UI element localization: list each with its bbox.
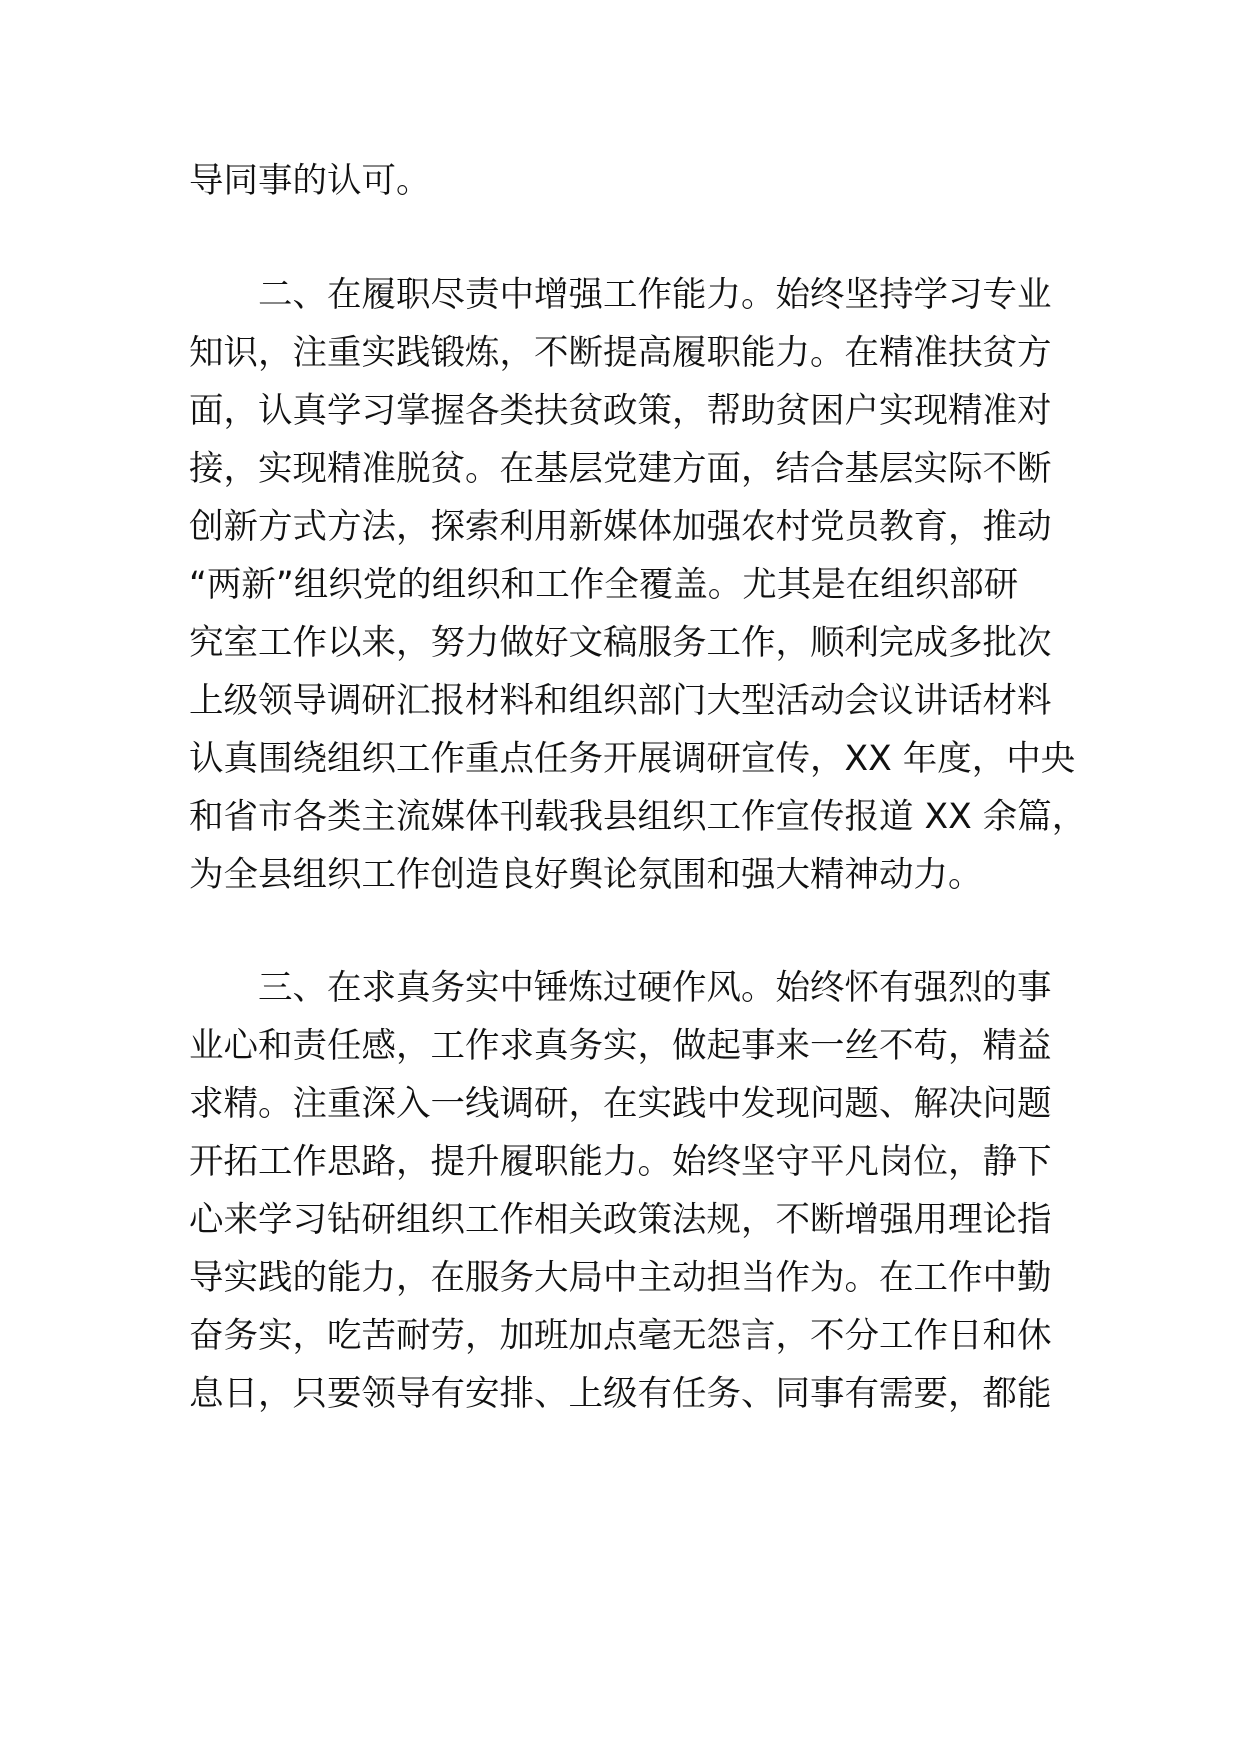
paragraph-2-line-11: 为全县组织工作创造良好舆论氛围和强大精神动力。: [189, 855, 983, 895]
paragraph-2-line-5: 创新方式方法，探索利用新媒体加强农村党员教育，推动: [189, 507, 1052, 547]
paragraph-2-line-6: “两新”组织党的组织和工作全覆盖。尤其是在组织部研: [189, 565, 1019, 605]
paragraph-3-line-3: 求精。注重深入一线调研，在实践中发现问题、解决问题: [189, 1084, 1052, 1124]
paragraph-2-line-3: 面，认真学习掌握各类扶贫政策，帮助贫困户实现精准对: [189, 391, 1052, 431]
paragraph-3-line-2: 业心和责任感，工作求真务实，做起事来一丝不苟，精益: [189, 1026, 1052, 1066]
paragraph-3-line-5: 心来学习钻研组织工作相关政策法规，不断增强用理论指: [189, 1200, 1052, 1240]
paragraph-2-line-7: 究室工作以来，努力做好文稿服务工作，顺利完成多批次: [189, 623, 1052, 663]
paragraph-3-line-4: 开拓工作思路，提升履职能力。始终坚守平凡岗位，静下: [189, 1142, 1052, 1182]
paragraph-2-line-9: 认真围绕组织工作重点任务开展调研宣传，XX 年度，中央: [189, 739, 1076, 779]
paragraph-3-line-6: 导实践的能力，在服务大局中主动担当作为。在工作中勤: [189, 1258, 1052, 1298]
paragraph-2-line-4: 接，实现精准脱贫。在基层党建方面，结合基层实际不断: [189, 449, 1052, 489]
paragraph-3-line-7: 奋务实，吃苦耐劳，加班加点毫无怨言，不分工作日和休: [189, 1316, 1052, 1356]
paragraph-2-line-1: 二、在履职尽责中增强工作能力。始终坚持学习专业: [189, 275, 1052, 315]
paragraph-3-line-8: 息日，只要领导有安排、上级有任务、同事有需要，都能: [189, 1374, 1052, 1414]
paragraph-3-line-1: 三、在求真务实中锤炼过硬作风。始终怀有强烈的事: [189, 968, 1052, 1008]
paragraph-2-line-2: 知识，注重实践锻炼，不断提高履职能力。在精准扶贫方: [189, 333, 1052, 373]
paragraph-1-line-1: 导同事的认可。: [189, 161, 431, 201]
paragraph-2-line-10: 和省市各类主流媒体刊载我县组织工作宣传报道 XX 余篇，: [189, 797, 1087, 837]
paragraph-2-line-8: 上级领导调研汇报材料和组织部门大型活动会议讲话材料: [189, 681, 1052, 721]
